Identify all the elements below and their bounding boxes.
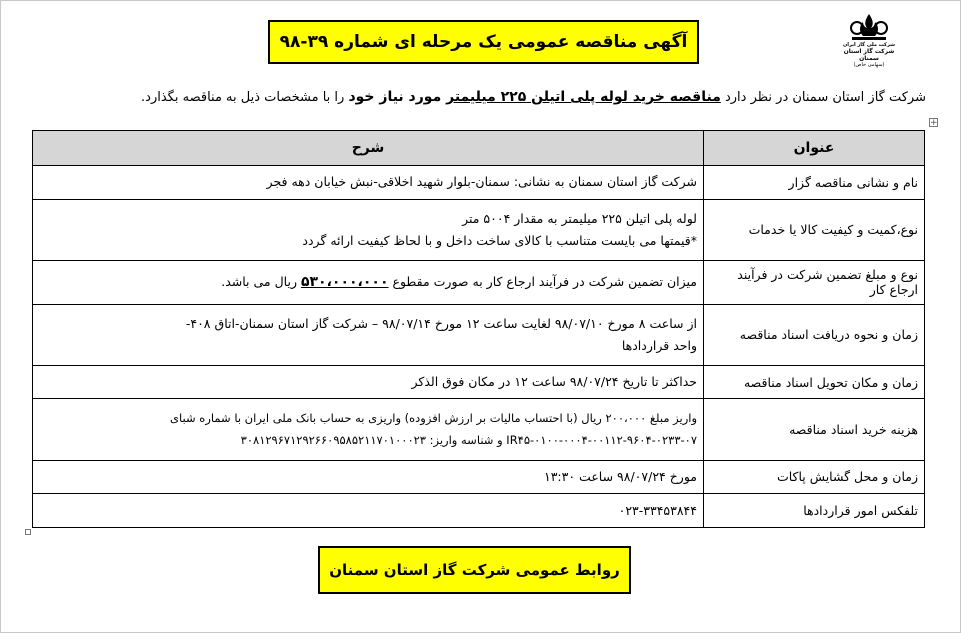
intro-part-3: مورد نیاز خود: [348, 89, 447, 105]
table-row: [33, 260, 925, 304]
header-label-cell: عنوان: [704, 131, 925, 166]
row-label: نوع و مبلغ تضمین شرکت در فرآیند ارجاع کار: [704, 260, 925, 304]
table-row: [33, 304, 925, 365]
row-desc: [33, 260, 704, 304]
logo-line-1: شرکت ملی گاز ایران: [843, 42, 895, 48]
row-desc-line: واریز مبلغ ۲۰۰،۰۰۰ ریال (با احتساب مالیات بر ارزش افزوده) واریزی به حساب بانک ملی ایران با شماره شبای: [170, 411, 697, 426]
table-header-row: [33, 131, 925, 166]
table-row: [33, 166, 925, 200]
row-desc: [33, 166, 704, 200]
company-logo: [834, 12, 904, 76]
intro-subject: مناقصه خرید لوله پلی اتیلن ۲۲۵ میلیمتر: [446, 89, 721, 105]
guarantee-amount: ۵۳۰،۰۰۰،۰۰۰: [300, 274, 389, 291]
row-desc-post: ریال می باشد.: [221, 274, 301, 290]
table-row: [33, 494, 925, 528]
row-label: زمان و محل گشایش پاکات: [704, 460, 925, 494]
row-desc-line: *قیمتها می بایست متناسب با کالای ساخت داخل و با لحاظ کیفیت ارائه گردد: [302, 232, 697, 248]
row-desc: [33, 494, 704, 528]
intro-part-4: را با مشخصات ذیل به مناقصه بگذارد.: [141, 90, 349, 105]
row-desc-line: حداکثر تا تاریخ ۹۸/۰۷/۲۴ ساعت ۱۲ در مکان فوق الذکر: [411, 374, 697, 390]
row-label: نوع،کمیت و کیفیت کالا یا خدمات: [704, 199, 925, 260]
row-label: تلفکس امور قراردادها: [704, 494, 925, 528]
table-move-handle[interactable]: +: [930, 118, 938, 128]
row-label: هزینه خرید اسناد مناقصه: [704, 399, 925, 460]
row-label: نام و نشانی مناقصه گزار: [704, 166, 925, 200]
row-desc-line: از ساعت ۸ مورخ ۹۸/۰۷/۱۰ لغایت ساعت ۱۲ مورخ ۹۸/۰۷/۱۴ – شرکت گاز استان سمنان-اتاق ۴۰۸-: [185, 315, 697, 331]
logo-line-3: (سهامی خاص): [853, 62, 885, 68]
row-desc-line: ۰۲۳-۳۳۴۵۳۸۴۴: [618, 502, 697, 518]
row-desc-line: لوله پلی اتیلن ۲۲۵ میلیمتر به مقدار ۵۰۰۴ متر: [462, 210, 697, 226]
header-desc-cell: شرح: [33, 131, 704, 166]
intro-paragraph: [100, 89, 926, 105]
table-row: [33, 399, 925, 460]
row-label: زمان و مکان تحویل اسناد مناقصه: [704, 365, 925, 399]
table-resize-handle[interactable]: [25, 529, 31, 535]
title-banner: [268, 20, 699, 64]
footer-banner: [318, 546, 631, 594]
row-desc-line: شرکت گاز استان سمنان به نشانی: سمنان-بلوار شهید اخلاقی-نبش خیابان دهه فجر: [266, 174, 697, 190]
row-desc-pre: میزان تضمین شرکت در فرآیند ارجاع کار به صورت مقطوع: [388, 274, 697, 290]
row-desc: [33, 460, 704, 494]
intro-part-1: شرکت گاز استان سمنان در نظر دارد: [720, 90, 926, 105]
row-desc: [33, 199, 704, 260]
row-desc-line: IR۴۵-۰۱۰۰-۰۰۰۴-۰۰۱۱۲-۹۶۰۴-۰۲۳۳-۰۷ و شناسه واریز: ۳۰۸۱۲۹۶۷۱۲۹۲۶۶۰۹۵۸۵۲۱۱۷۰۱۰۰۰۲۳: [240, 433, 697, 448]
row-desc: [33, 399, 704, 460]
tender-spec-table: [32, 130, 925, 528]
row-desc: [33, 304, 704, 365]
row-desc-line: واحد قراردادها: [621, 337, 697, 353]
page-title: آگهی مناقصه عمومی یک مرحله ای شماره ۳۹-۹۸: [279, 32, 688, 52]
row-label: زمان و نحوه دریافت اسناد مناقصه: [704, 304, 925, 365]
row-desc: [33, 365, 704, 399]
table-row: [33, 460, 925, 494]
flame-logo-icon: [848, 12, 890, 42]
row-desc-line: مورخ ۹۸/۰۷/۲۴ ساعت ۱۳:۳۰: [544, 468, 697, 484]
table-row: [33, 365, 925, 399]
logo-line-2: شرکت گاز استان سمنان: [843, 48, 895, 62]
footer-text: روابط عمومی شرکت گاز استان سمنان: [329, 561, 620, 579]
table-row: [33, 199, 925, 260]
